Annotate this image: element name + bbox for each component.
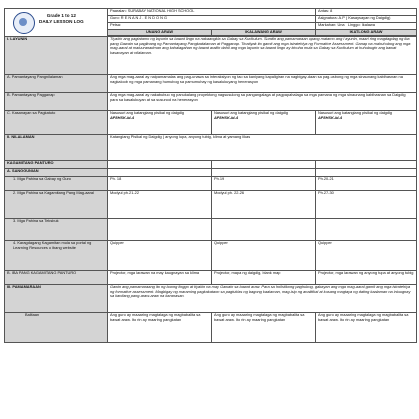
school-field: Paaralan: SURABAY NATIONAL HIGH SCHOOL [108,9,316,16]
pamamaraan-label: III. PAMAMARAAN [5,285,108,313]
level-field: Antas: 8 [316,9,417,16]
date-field: Petsa: [108,23,316,30]
kagamitan-pahina-label: 2. Mga Pahina sa Kagamitang Pang Mag-aaral [5,191,108,219]
quarter-week: Linggo: Ikalawa [347,22,375,27]
kp-code-1: AP8HSK-Id-4 [110,114,134,120]
pp-label: A. Pamantayang Pangnilalaman [5,75,108,93]
iba-val-3: Projector, mga larawan ng anyong tupa at anyong tubig [316,271,417,285]
day-header-1: UNANG ARAW [108,30,212,36]
grade-block [39,13,84,25]
teacher-field: Guro: R E N A N J . E N D O N G [108,16,316,23]
day-header-2: IKALAWANG ARAW [212,30,316,36]
kagamitan-pahina-val-2: Modyul ph. 22-26 [212,191,316,219]
karagdagan-val-3: Quipper [316,241,417,271]
gabay-val-1: Ph. 18 [108,177,212,191]
sanggunian-label: A. SANGGUNIAN [5,169,108,177]
karagdagan-label: 4. Karagdagang Kagamitan mula sa portal ng Learning Resources o ibang website [5,241,108,271]
pg-text: Ang mga mag-aaral ay nakabubuo ng panukalang proyektong nagsusulong sa pangangalaga at pagpapahalaga sa mga pamana ng mga sinaunang kabihasnan sa Daigdig para sa kasalukuyan at sa susunod na henerasyon [108,93,417,111]
kagamitan-label: KAGAMITANG PANTURO [5,161,108,169]
kp-text-2: Nasusuri ang katangiang pisikal ng daigdig [214,110,288,115]
teksbuk-label: 3. Mga Pahina sa Teksbuk [5,219,108,241]
iba-val-2: Projector, mapa ng daigdig, blank map [212,271,316,285]
balitaan-val-2: Ang guro ay maaaring magtalaga ng magbabalita sa bawat araw. Ito rin ay maaring pangkatan [212,313,316,343]
kp-code-3: AP8HSK-Id-4 [318,114,342,120]
header-logo-cell [5,9,108,37]
quarter-field [316,23,417,30]
kp-text-1: Nasusuri ang katangiang pisikal ng daigdig [110,110,184,115]
iba-val-1: Projector, mga larawan na may kaugnayan sa klima [108,271,212,285]
grade-label: Grade 1 to 12 [46,13,76,18]
day-header-3: IKATLONG ARAW [316,30,417,36]
subject-field: Asignatura: A.P ( Kasaysayan ng Daigdig) [316,16,417,23]
layunin-text: Tiyakin ang pagtatamo ng layunin sa bawat lingo na nakaangkla sa Gabay sa Kurikulum. Sundin ang pamamaraan upang matamo ang l ayunin, maari ring magdagdag ng iba pang Gawain sa paglinang ng Pamantayang Pangkadalaman at Pagganap. Tinatiyak ito gamit ang mga istratehiya ng Formative Assessment. Ganap na mahuhubog ang mga mag-aaral at maiuuranadman ang kahalagahan ng bawat araliin dahil ang mga layunin sa bawat lingo ay kinuha mula sa Gabay sa Kurikulum at huhubugin ang bawat kasanayan at nilalaman. [108,37,417,75]
balitaan-val-1: Ang guro ay maaaring magtalaga ng magbabalita sa bawat araw. Ito rin ay maaring pangkatan [108,313,212,343]
gabay-val-2: Ph.19 [212,177,316,191]
deped-seal-icon [13,12,35,34]
kp-code-2: AP8HSK-Id-4 [214,114,238,120]
balitaan-val-3: Ang guro ay maaaring magtalaga ng magbabalita sa bawat araw. Ito rin ay maaring pangkatan [316,313,417,343]
daily-lesson-log-table [4,8,417,343]
nilalaman-label: II. NILALAMAN [5,135,108,161]
layunin-label: I. LAYUNIN [5,37,108,75]
kp-cell-1 [108,111,212,135]
quarter-label: Markahan: Una [318,22,345,27]
balitaan-label: Balitaan [5,313,108,343]
log-title: DAILY LESSON LOG [39,19,84,24]
kp-text-3: Nasusuri ang katangiang pisikal ng daigdig [318,110,392,115]
pamamaraan-text: Gawin ang pamamaraang ito ng buong linggo at tiyakin na may Gawain sa bawat araw. Para sa holistikong paghubog, gabayan ang mga mag-aaral gamit ang mga istratehiya ng formative assessment. Magbigay ng maraming pagkakataon sa pagtuklas ng bagong kaalaman, mag-isip ng analitikal at kusang magtaya ng dating kaalaman na iniuugnay sa kanilang pang-araw-araw na karanasan. [108,285,417,313]
kp-cell-3 [316,111,417,135]
iba-label: B. IBA PANG KAGAMITANG PANTURO [5,271,108,285]
kagamitan-pahina-val-1: Modyul ph.21-22 [108,191,212,219]
pp-text: Ang mga mag-aaral ay naipamamalas ang pag-unawa sa interaksiyon ng tao sa kaniyang kapaligiran na nagbigay-daan sa pag-usbong ng mga sinaunang kabihasnan na nagkaloob ng mga pamanang humubog sa pamumuhay ng kasalukuyang henerasyon [108,75,417,93]
gabay-val-3: Ph.20-21 [316,177,417,191]
kp-cell-2 [212,111,316,135]
kp-label: C. Kasanayan sa Pagkatuto [5,111,108,135]
karagdagan-val-2: Quipper [212,241,316,271]
gabay-label: 1. Mga Pahina sa Gabay ng Guro [5,177,108,191]
nilalaman-text: Katangiang Pisikal ng Daigdig ( anyong lupa, anyong tubig, klima at yamang likas [108,135,417,161]
karagdagan-val-1: Quipper [108,241,212,271]
pg-label: B. Pamantayang Pagganap [5,93,108,111]
kagamitan-pahina-val-3: Ph.27-30 [316,191,417,219]
